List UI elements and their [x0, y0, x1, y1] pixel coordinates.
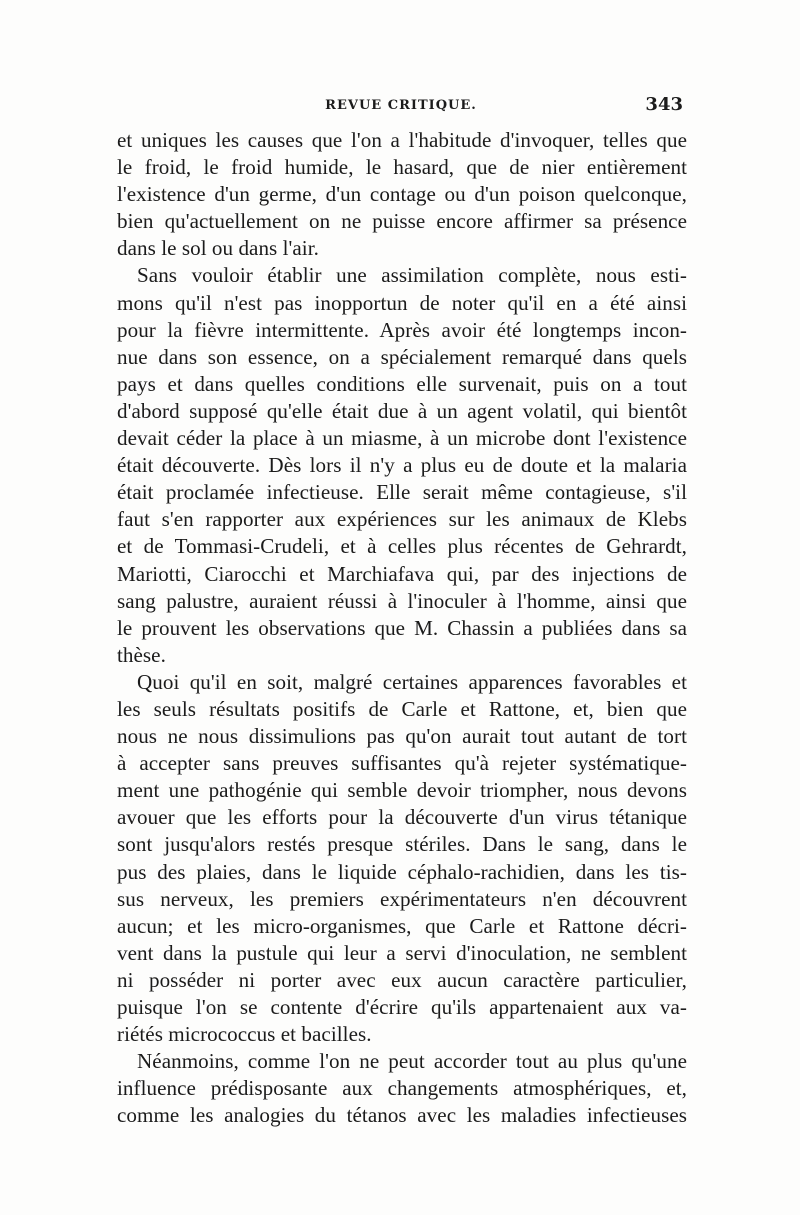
text-line: aucun; et les micro-organismes, que Carle et Rattone décri- — [117, 913, 687, 938]
text-line: pays et dans quelles conditions elle survenait, puis on a tout — [117, 371, 687, 396]
text-line: d'abord supposé qu'elle était due à un agent volatil, qui bientôt — [117, 398, 687, 423]
text-line: ment une pathogénie qui semble devoir triompher, nous devons — [117, 778, 687, 803]
text-line: faut s'en rapporter aux expériences sur les animaux de Klebs — [117, 507, 687, 532]
text-line: devait céder la place à un miasme, à un microbe dont l'existence — [117, 426, 687, 451]
text-line: les seuls résultats positifs de Carle et Rattone, et, bien que — [117, 696, 687, 721]
text-line: et de Tommasi-Crudeli, et à celles plus récentes de Gehrardt, — [117, 534, 687, 559]
text-line: sus nerveux, les premiers expérimentateurs n'en découvrent — [117, 886, 687, 911]
text-line: était proclamée infectieuse. Elle serait même contagieuse, s'il — [117, 480, 687, 505]
text-line: le prouvent les observations que M. Chassin a publiées dans sa — [117, 615, 687, 640]
page-header — [117, 88, 685, 124]
text-line: dans le sol ou dans l'air. — [117, 236, 319, 261]
text-line: l'existence d'un germe, d'un contage ou d'un poison quelconque, — [117, 182, 687, 207]
text-line: pour la fièvre intermittente. Après avoir été longtemps incon- — [117, 317, 687, 342]
text-line: le froid, le froid humide, le hasard, que de nier entièrement — [117, 155, 687, 180]
text-line: à accepter sans preuves suffisantes qu'à rejeter systématique- — [117, 751, 687, 776]
text-line: et uniques les causes que l'on a l'habitude d'invoquer, telles que — [117, 128, 687, 152]
text-line: puisque l'on se contente d'écrire qu'ils appartenaient aux va- — [117, 995, 687, 1019]
page-number: 343 — [645, 94, 683, 115]
text-line: thèse. — [117, 642, 166, 667]
text-line: influence prédisposante aux changements atmosphériques, et, — [117, 1076, 687, 1101]
text-line: comme les analogies du tétanos avec les maladies infectieuses — [117, 1103, 687, 1128]
text-line: vent dans la pustule qui leur a servi d'inoculation, ne semblent — [117, 940, 687, 965]
text-line: Mariotti, Ciarocchi et Marchiafava qui, par des injections de — [117, 561, 687, 586]
text-line: riétés micrococcus et bacilles. — [117, 1022, 372, 1047]
body-text — [117, 127, 687, 1129]
text-line: sang palustre, auraient réussi à l'inoculer à l'homme, ainsi que — [117, 588, 687, 613]
text-line: sont jusqu'alors restés presque stériles. Dans le sang, dans le — [117, 832, 687, 857]
text-line: avouer que les efforts pour la découverte d'un virus tétanique — [117, 805, 687, 830]
text-line: ni posséder ni porter avec eux aucun caractère particulier, — [117, 967, 687, 992]
text-line: Quoi qu'il en soit, malgré certaines apparences favorables et — [137, 669, 687, 694]
text-line: pus des plaies, dans le liquide céphalo-rachidien, dans les tis- — [117, 859, 687, 884]
running-head: REVUE CRITIQUE. — [325, 98, 477, 113]
text-line: Sans vouloir établir une assimilation complète, nous esti- — [137, 263, 687, 288]
text-line: mons qu'il n'est pas inopportun de noter qu'il en a été ainsi — [117, 290, 687, 315]
text-line: Néanmoins, comme l'on ne peut accorder tout au plus qu'une — [137, 1049, 687, 1074]
text-line: bien qu'actuellement on ne puisse encore affirmer sa présence — [117, 209, 687, 234]
text-line: nous ne nous dissimulions pas qu'on aurait tout autant de tort — [117, 724, 687, 749]
text-line: était découverte. Dès lors il n'y a plus eu de doute et la malaria — [117, 453, 687, 478]
text-line: nue dans son essence, on a spécialement remarqué dans quels — [117, 344, 687, 369]
